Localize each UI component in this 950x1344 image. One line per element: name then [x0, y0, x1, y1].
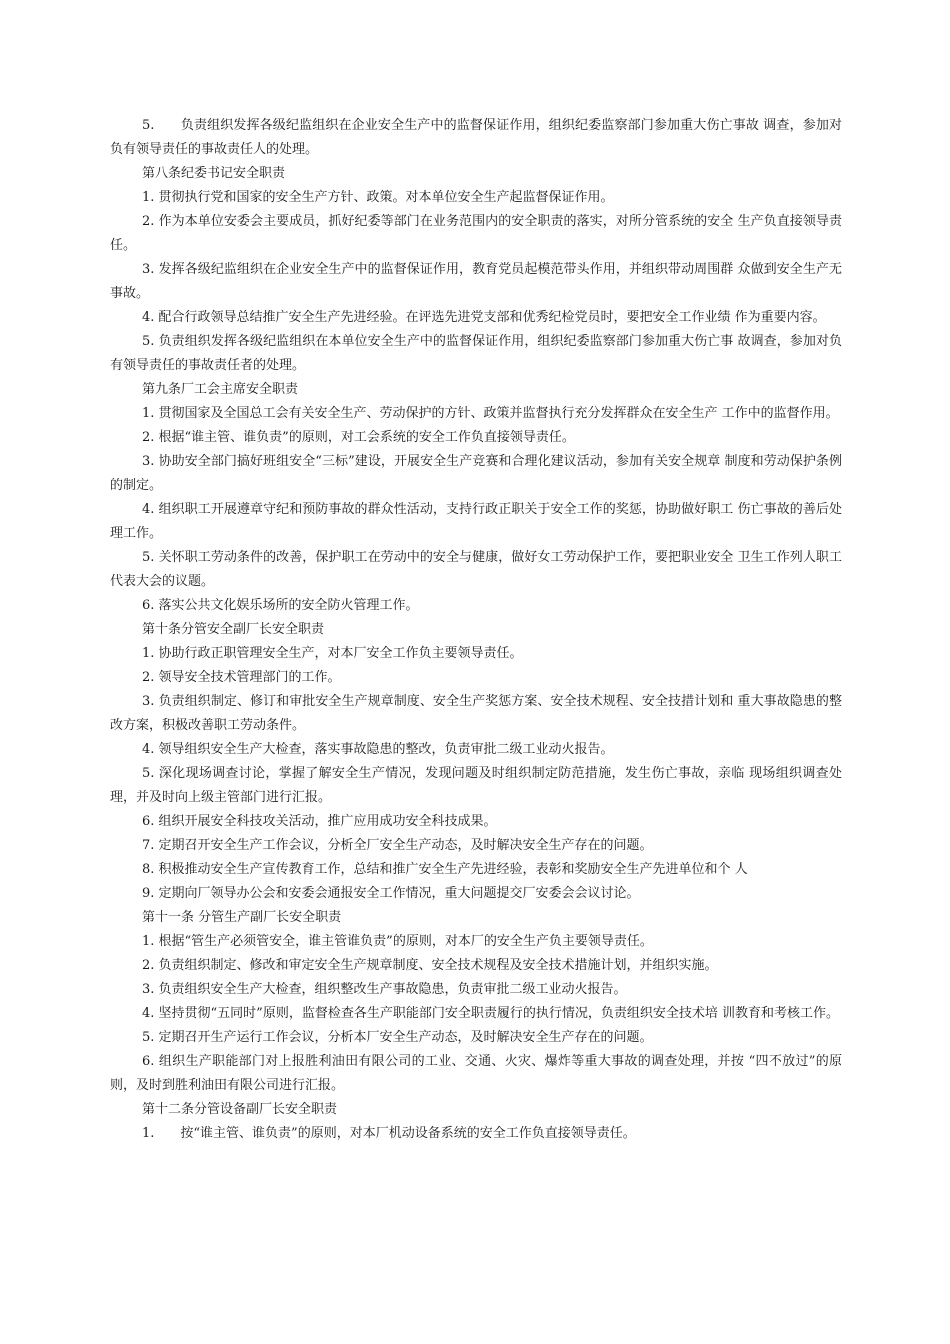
section-heading: 第十二条分管设备副厂长安全职责	[142, 1102, 338, 1117]
list-item: 3. 发挥各级纪监组织在企业安全生产中的监督保证作用，教育党员起模范带头作用，并组织带动周围群 众做到安全生产无事故。	[110, 262, 842, 301]
document-body	[110, 114, 842, 1146]
list-item: 5. 深化现场调查讨论，掌握了解安全生产情况，发现问题及时组织制定防范措施，发生伤亡事故，亲临 现场组织调查处理，并及时向上级主管部门进行汇报。	[110, 766, 842, 805]
section-heading: 第八条纪委书记安全职责	[142, 166, 286, 181]
list-item: 1. 贯彻国家及全国总工会有关安全生产、劳动保护的方针、政策并监督执行充分发挥群众在安全生产 工作中的监督作用。	[142, 406, 839, 421]
list-item: 4. 坚持贯彻“五同时”原则，监督检查各生产职能部门安全职责履行的执行情况，负责组织安全技术培 训教育和考核工作。	[142, 1006, 839, 1021]
list-item: 1. 贯彻执行党和国家的安全生产方针、政策。对本单位安全生产起监督保证作用。	[142, 190, 614, 205]
list-item: 2. 作为本单位安委会主要成员，抓好纪委等部门在业务范围内的安全职责的落实，对所分管系统的安全 生产负直接领导责任。	[110, 214, 842, 253]
list-item: 5. 关怀职工劳动条件的改善，保护职工在劳动中的安全与健康，做好女工劳动保护工作，要把职业安全 卫生工作列人职工代表大会的议题。	[110, 550, 842, 589]
section-heading: 第九条厂工会主席安全职责	[142, 382, 299, 397]
section-heading: 第十条分管安全副厂长安全职责	[142, 622, 325, 637]
section-heading: 第十一条 分管生产副厂长安全职责	[142, 910, 342, 925]
list-item: 1. 按“谁主管、谁负责”的原则，对本厂机动设备系统的安全工作负直接领导责任。	[142, 1126, 636, 1141]
list-item: 4. 组织职工开展遵章守纪和预防事故的群众性活动，支持行政正职关于安全工作的奖惩，协助做好职工 伤亡事故的善后处理工作。	[110, 502, 842, 541]
list-item: 2. 负责组织制定、修改和审定安全生产规章制度、安全技术规程及安全技术措施计划，并组织实施。	[142, 958, 718, 973]
list-item: 5. 负责组织发挥各级纪监组织在企业安全生产中的监督保证作用，组织纪委监察部门参加重大伤亡事故 调查，参加对负有领导责任的事故责任人的处理。	[110, 118, 842, 157]
list-item: 8. 积极推动安全生产宣传教育工作，总结和推广安全生产先进经验，表彰和奖励安全生产先进单位和个 人	[142, 862, 748, 877]
list-item: 5. 定期召开生产运行工作会议，分析本厂安全生产动态，及时解决安全生产存在的问题。	[142, 1030, 653, 1045]
list-item: 5. 负责组织发挥各级纪监组织在本单位安全生产中的监督保证作用，组织纪委监察部门参加重大伤亡事 故调查，参加对负有领导责任的事故责任者的处理。	[110, 334, 842, 373]
list-item: 3. 负责组织制定、修订和审批安全生产规章制度、安全生产奖惩方案、安全技术规程、安全技措计划和 重大事故隐患的整改方案，积极改善职工劳动条件。	[110, 694, 842, 733]
list-item: 9. 定期向厂领导办公会和安委会通报安全工作情况，重大问题提交厂安委会会议讨论。	[142, 886, 640, 901]
list-item: 6. 组织生产职能部门对上报胜利油田有限公司的工业、交通、火灾、爆炸等重大事故的调查处理，并按 “四不放过”的原则，及时到胜利油田有限公司进行汇报。	[110, 1054, 842, 1093]
list-item: 3. 协助安全部门搞好班组安全“三标”建设，开展安全生产竞赛和合理化建议活动，参加有关安全规章 制度和劳动保护条例的制定。	[110, 454, 842, 493]
list-item: 4. 领导组织安全生产大检查，落实事故隐患的整改，负责审批二级工业动火报告。	[142, 742, 614, 757]
list-item: 1. 根据“管生产必须管安全，谁主管谁负责”的原则，对本厂的安全生产负主要领导责任。	[142, 934, 653, 949]
list-item: 6. 落实公共文化娱乐场所的安全防火管理工作。	[142, 598, 419, 613]
list-item: 3. 负责组织安全生产大检查，组织整改生产事故隐患，负责审批二级工业动火报告。	[142, 982, 627, 997]
list-item: 1. 协助行政正职管理安全生产，对本厂安全工作负主要领导责任。	[142, 646, 523, 661]
list-item: 2. 领导安全技术管理部门的工作。	[142, 670, 341, 685]
list-item: 4. 配合行政领导总结推广安全生产先进经验。在评选先进党支部和优秀纪检党员时，要把安全工作业绩 作为重要内容。	[142, 310, 826, 325]
list-item: 2. 根据“谁主管、谁负责”的原则，对工会系统的安全工作负直接领导责任。	[142, 430, 575, 445]
list-item: 7. 定期召开安全生产工作会议，分析全厂安全生产动态，及时解决安全生产存在的问题。	[142, 838, 653, 853]
list-item: 6. 组织开展安全科技攻关活动，推广应用成功安全科技成果。	[142, 814, 497, 829]
